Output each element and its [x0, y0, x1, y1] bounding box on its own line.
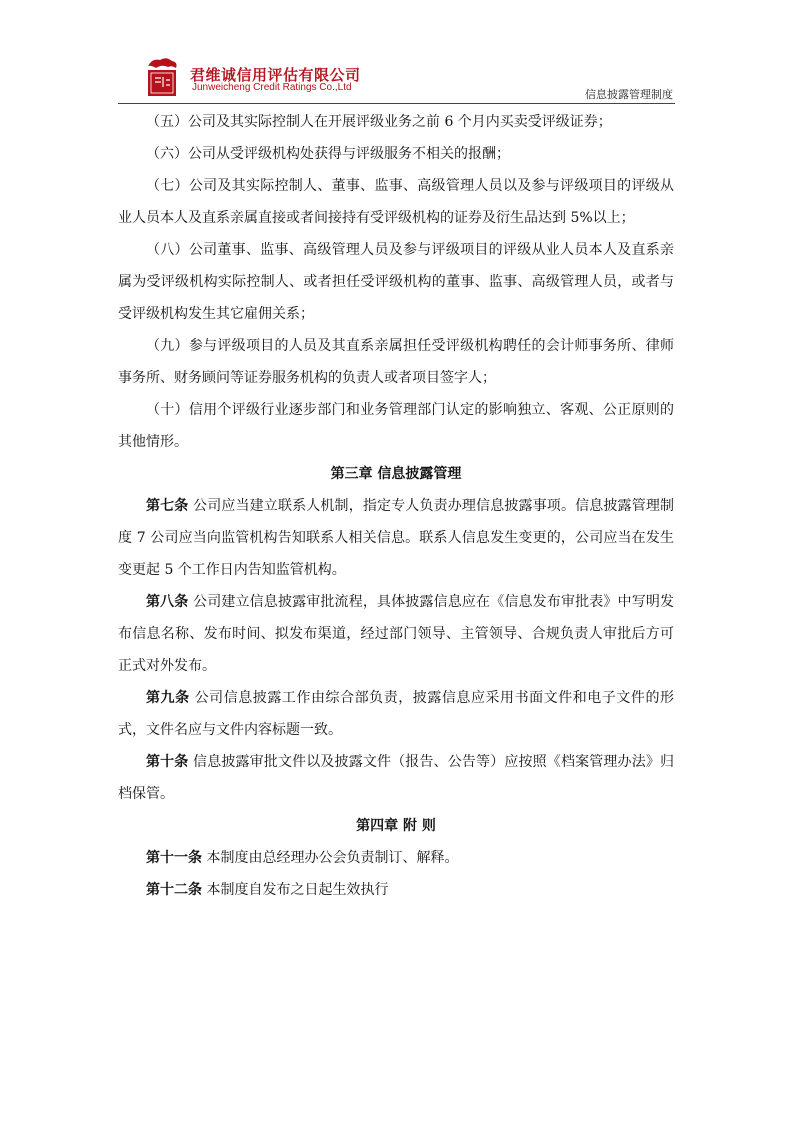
article-7-label: 第七条	[146, 498, 189, 514]
article-8-text: 公司建立信息披露审批流程，具体披露信息应在《信息发布审批表》中写明发布信息名称、发布时间、拟发布渠道，经过部门领导、主管领导、合规负责人审批后方可正式对外发布。	[118, 594, 674, 674]
item-10: （十）信用个评级行业逐步部门和业务管理部门认定的影响独立、客观、公正原则的其他情形。	[118, 402, 674, 450]
article-11-label: 第十一条	[146, 850, 202, 866]
article-10-text: 信息披露审批文件以及披露文件（报告、公告等）应按照《档案管理办法》归档保管。	[118, 754, 674, 802]
company-name-en: Junweicheng Credit Ratings Co.,Ltd	[192, 82, 352, 93]
document-body	[118, 106, 674, 906]
chapter-4-title: 第四章 附 则	[356, 818, 436, 834]
article-10	[118, 746, 674, 810]
chapter-3-title: 第三章 信息披露管理	[330, 466, 462, 482]
article-10-label: 第十条	[146, 754, 189, 770]
item-8: （八）公司董事、监事、高级管理人员及参与评级项目的评级从业人员本人及直系亲属为受评级机构实际控制人、或者担任受评级机构的董事、监事、高级管理人员，或者与受评级机构发生其它雇佣关系；	[118, 242, 674, 322]
page-header	[118, 55, 675, 104]
document-title: 信息披露管理制度	[585, 88, 673, 101]
item-5: （五）公司及其实际控制人在开展评级业务之前 6 个月内买卖受评级证券；	[146, 114, 612, 130]
item-7: （七）公司及其实际控制人、董事、监事、高级管理人员以及参与评级项目的评级从业人员本人及直系亲属直接或者间接持有受评级机构的证券及衍生品达到 5%以上；	[118, 178, 674, 226]
article-9-label: 第九条	[146, 690, 190, 706]
article-11-text: 本制度由总经理办公会负责制订、解释。	[202, 850, 459, 866]
article-7	[118, 490, 674, 586]
article-8	[118, 586, 674, 682]
red-seal-dragon-logo-icon	[142, 56, 182, 100]
article-11	[118, 842, 674, 874]
article-9	[118, 682, 674, 746]
item-9: （九）参与评级项目的人员及其直系亲属担任受评级机构聘任的会计师事务所、律师事务所、财务顾问等证券服务机构的负责人或者项目签字人；	[118, 338, 674, 386]
article-8-label: 第八条	[146, 594, 189, 610]
article-12-text: 本制度自发布之日起生效执行	[202, 882, 389, 898]
article-9-text: 公司信息披露工作由综合部负责，披露信息应采用书面文件和电子文件的形式，文件名应与文件内容标题一致。	[118, 690, 675, 738]
article-7-text: 公司应当建立联系人机制，指定专人负责办理信息披露事项。信息披露管理制度 7 公司应当向监管机构告知联系人相关信息。联系人信息发生变更的，公司应当在发生变更起 5 个工作日内告知监管机构。	[118, 498, 674, 578]
item-6: （六）公司从受评级机构处获得与评级服务不相关的报酬；	[146, 146, 510, 162]
article-12-label: 第十二条	[146, 882, 202, 898]
company-name-cn: 君维诚信用评估有限公司	[190, 66, 361, 84]
article-12	[118, 874, 674, 906]
